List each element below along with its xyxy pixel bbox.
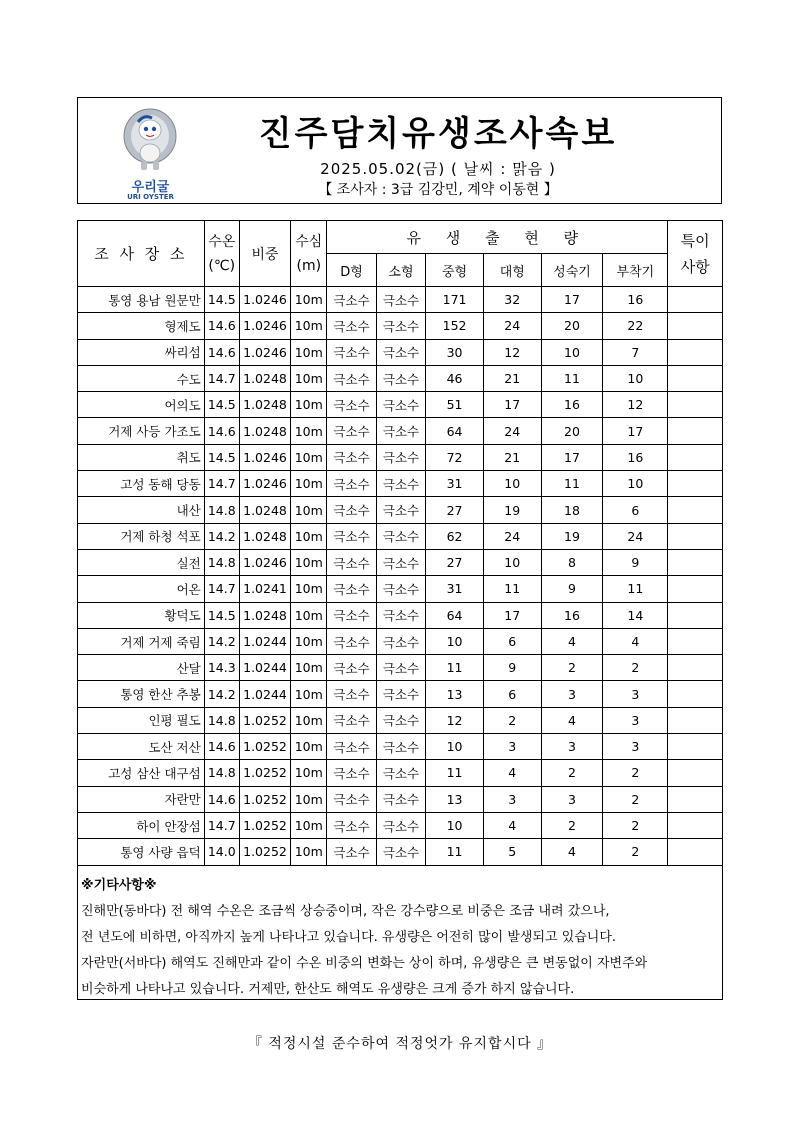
cell-depth: 10m xyxy=(291,497,327,523)
cell-depth: 10m xyxy=(291,418,327,444)
cell-large: 3 xyxy=(483,786,541,812)
cell-small: 극소수 xyxy=(376,602,425,628)
cell-depth: 10m xyxy=(291,287,327,313)
cell-mature: 3 xyxy=(541,734,603,760)
cell-large: 17 xyxy=(483,392,541,418)
cell-large: 21 xyxy=(483,444,541,470)
cell-d-type: 극소수 xyxy=(327,734,376,760)
cell-remarks xyxy=(668,655,723,681)
table-row xyxy=(78,707,723,733)
cell-mature: 4 xyxy=(541,839,603,865)
cell-d-type: 극소수 xyxy=(327,365,376,391)
cell-specific-gravity: 1.0246 xyxy=(239,339,291,365)
cell-large: 12 xyxy=(483,339,541,365)
cell-water-temp: 14.2 xyxy=(204,523,239,549)
cell-d-type: 극소수 xyxy=(327,392,376,418)
cell-specific-gravity: 1.0252 xyxy=(239,707,291,733)
cell-location: 통영 사량 읍덕 xyxy=(78,839,205,865)
report-date-weather: 2025.05.02(금) ( 날씨 : 맑음 ) xyxy=(320,160,556,178)
cell-water-temp: 14.6 xyxy=(204,339,239,365)
cell-water-temp: 14.6 xyxy=(204,313,239,339)
footer-slogan: 『 적정시설 준수하여 적정엇가 유지합시다 』 xyxy=(247,1036,553,1052)
cell-specific-gravity: 1.0244 xyxy=(239,628,291,654)
table-row xyxy=(78,339,723,365)
table-row xyxy=(78,392,723,418)
cell-location: 거제 사등 가조도 xyxy=(78,418,205,444)
cell-mature: 2 xyxy=(541,812,603,838)
cell-medium: 31 xyxy=(426,576,484,602)
cell-specific-gravity: 1.0248 xyxy=(239,602,291,628)
cell-mature: 8 xyxy=(541,549,603,575)
cell-small: 극소수 xyxy=(376,287,425,313)
cell-remarks xyxy=(668,786,723,812)
cell-specific-gravity: 1.0246 xyxy=(239,444,291,470)
cell-large: 3 xyxy=(483,734,541,760)
cell-small: 극소수 xyxy=(376,576,425,602)
cell-location: 산달 xyxy=(78,655,205,681)
cell-depth: 10m xyxy=(291,707,327,733)
cell-d-type: 극소수 xyxy=(327,839,376,865)
cell-medium: 27 xyxy=(426,497,484,523)
cell-specific-gravity: 1.0248 xyxy=(239,392,291,418)
cell-large: 24 xyxy=(483,418,541,444)
cell-mature: 11 xyxy=(541,471,603,497)
table-row xyxy=(78,287,723,313)
cell-small: 극소수 xyxy=(376,392,425,418)
cell-location: 거제 거제 죽림 xyxy=(78,628,205,654)
cell-specific-gravity: 1.0248 xyxy=(239,497,291,523)
cell-water-temp: 14.7 xyxy=(204,576,239,602)
cell-depth: 10m xyxy=(291,628,327,654)
notes-line: 자란만(서바다) 해역도 진해만과 같이 수온 비중의 변화는 상이 하며, 유생량은 큰 변동없이 자변주와 xyxy=(81,956,648,971)
cell-specific-gravity: 1.0248 xyxy=(239,365,291,391)
cell-small: 극소수 xyxy=(376,707,425,733)
cell-settling: 17 xyxy=(603,418,668,444)
cell-medium: 62 xyxy=(426,523,484,549)
cell-medium: 27 xyxy=(426,549,484,575)
table-row xyxy=(78,418,723,444)
header-medium: 중형 xyxy=(426,254,484,287)
cell-location: 하이 안장섬 xyxy=(78,812,205,838)
cell-medium: 152 xyxy=(426,313,484,339)
cell-mature: 3 xyxy=(541,786,603,812)
cell-remarks xyxy=(668,313,723,339)
cell-d-type: 극소수 xyxy=(327,628,376,654)
header-settling: 부착기 xyxy=(603,254,668,287)
cell-remarks xyxy=(668,549,723,575)
cell-remarks xyxy=(668,628,723,654)
cell-settling: 2 xyxy=(603,760,668,786)
cell-medium: 51 xyxy=(426,392,484,418)
cell-d-type: 극소수 xyxy=(327,339,376,365)
cell-specific-gravity: 1.0248 xyxy=(239,523,291,549)
table-row xyxy=(78,681,723,707)
cell-water-temp: 14.3 xyxy=(204,655,239,681)
cell-water-temp: 14.8 xyxy=(204,549,239,575)
cell-water-temp: 14.5 xyxy=(204,602,239,628)
cell-depth: 10m xyxy=(291,549,327,575)
cell-small: 극소수 xyxy=(376,839,425,865)
cell-mature: 20 xyxy=(541,418,603,444)
cell-medium: 13 xyxy=(426,786,484,812)
cell-depth: 10m xyxy=(291,365,327,391)
cell-specific-gravity: 1.0244 xyxy=(239,681,291,707)
notes-title: ※기타사항※ xyxy=(81,878,157,893)
cell-medium: 11 xyxy=(426,839,484,865)
cell-water-temp: 14.5 xyxy=(204,444,239,470)
table-row xyxy=(78,760,723,786)
cell-remarks xyxy=(668,681,723,707)
table-row xyxy=(78,839,723,865)
cell-small: 극소수 xyxy=(376,812,425,838)
cell-water-temp: 14.0 xyxy=(204,839,239,865)
cell-remarks xyxy=(668,707,723,733)
cell-large: 10 xyxy=(483,471,541,497)
cell-depth: 10m xyxy=(291,812,327,838)
cell-location: 실전 xyxy=(78,549,205,575)
cell-remarks xyxy=(668,760,723,786)
logo-english-text: URI OYSTER xyxy=(127,193,174,201)
table-row xyxy=(78,549,723,575)
cell-small: 극소수 xyxy=(376,760,425,786)
cell-medium: 13 xyxy=(426,681,484,707)
cell-remarks xyxy=(668,576,723,602)
cell-d-type: 극소수 xyxy=(327,655,376,681)
cell-water-temp: 14.6 xyxy=(204,786,239,812)
table-row xyxy=(78,786,723,812)
logo-korean-text: 우리굴 xyxy=(131,180,170,195)
table-row xyxy=(78,365,723,391)
cell-medium: 64 xyxy=(426,602,484,628)
cell-remarks xyxy=(668,734,723,760)
cell-settling: 16 xyxy=(603,444,668,470)
cell-settling: 10 xyxy=(603,471,668,497)
cell-settling: 3 xyxy=(603,707,668,733)
cell-depth: 10m xyxy=(291,681,327,707)
cell-large: 6 xyxy=(483,628,541,654)
cell-settling: 24 xyxy=(603,523,668,549)
cell-location: 고성 동해 당동 xyxy=(78,471,205,497)
cell-location: 황덕도 xyxy=(78,602,205,628)
cell-settling: 14 xyxy=(603,602,668,628)
notes-line: 비슷하게 나타나고 있습니다. 거제만, 한산도 해역도 유생량은 크게 증가 하지 않습니다. xyxy=(81,982,575,997)
uri-oyster-logo xyxy=(108,106,193,201)
table-row xyxy=(78,444,723,470)
cell-specific-gravity: 1.0252 xyxy=(239,786,291,812)
cell-large: 6 xyxy=(483,681,541,707)
header-depth: 수심 (m) xyxy=(291,221,327,287)
cell-specific-gravity: 1.0246 xyxy=(239,287,291,313)
header-large: 대형 xyxy=(483,254,541,287)
cell-d-type: 극소수 xyxy=(327,287,376,313)
header-remarks: 특이 사항 xyxy=(668,221,723,287)
cell-depth: 10m xyxy=(291,471,327,497)
cell-d-type: 극소수 xyxy=(327,523,376,549)
cell-small: 극소수 xyxy=(376,786,425,812)
cell-water-temp: 14.5 xyxy=(204,287,239,313)
cell-d-type: 극소수 xyxy=(327,313,376,339)
cell-depth: 10m xyxy=(291,392,327,418)
cell-settling: 12 xyxy=(603,392,668,418)
cell-medium: 64 xyxy=(426,418,484,444)
cell-medium: 46 xyxy=(426,365,484,391)
cell-location: 어온 xyxy=(78,576,205,602)
cell-mature: 4 xyxy=(541,707,603,733)
cell-settling: 2 xyxy=(603,655,668,681)
cell-large: 10 xyxy=(483,549,541,575)
cell-large: 24 xyxy=(483,313,541,339)
cell-settling: 7 xyxy=(603,339,668,365)
cell-mature: 16 xyxy=(541,392,603,418)
header-mature: 성숙기 xyxy=(541,254,603,287)
cell-medium: 72 xyxy=(426,444,484,470)
cell-small: 극소수 xyxy=(376,523,425,549)
cell-d-type: 극소수 xyxy=(327,549,376,575)
notes-line: 진해만(동바다) 전 해역 수온은 조금씩 상승중이며, 작은 강수량으로 비중은 조금 내려 갔으나, xyxy=(81,904,610,919)
table-row xyxy=(78,602,723,628)
cell-remarks xyxy=(668,523,723,549)
cell-remarks xyxy=(668,287,723,313)
cell-water-temp: 14.2 xyxy=(204,681,239,707)
table-row xyxy=(78,655,723,681)
cell-small: 극소수 xyxy=(376,655,425,681)
cell-specific-gravity: 1.0246 xyxy=(239,313,291,339)
cell-specific-gravity: 1.0248 xyxy=(239,418,291,444)
cell-location: 통영 용남 원문만 xyxy=(78,287,205,313)
header-water-temp: 수온 (℃) xyxy=(204,221,239,287)
cell-specific-gravity: 1.0252 xyxy=(239,839,291,865)
cell-settling: 2 xyxy=(603,786,668,812)
table-row xyxy=(78,734,723,760)
cell-mature: 2 xyxy=(541,655,603,681)
cell-water-temp: 14.7 xyxy=(204,365,239,391)
cell-large: 5 xyxy=(483,839,541,865)
cell-depth: 10m xyxy=(291,760,327,786)
cell-location: 형제도 xyxy=(78,313,205,339)
cell-small: 극소수 xyxy=(376,365,425,391)
cell-small: 극소수 xyxy=(376,681,425,707)
cell-small: 극소수 xyxy=(376,628,425,654)
cell-small: 극소수 xyxy=(376,313,425,339)
cell-settling: 2 xyxy=(603,839,668,865)
cell-d-type: 극소수 xyxy=(327,444,376,470)
table-row xyxy=(78,523,723,549)
cell-water-temp: 14.5 xyxy=(204,392,239,418)
cell-settling: 11 xyxy=(603,576,668,602)
cell-medium: 30 xyxy=(426,339,484,365)
cell-depth: 10m xyxy=(291,786,327,812)
cell-mature: 3 xyxy=(541,681,603,707)
cell-d-type: 극소수 xyxy=(327,471,376,497)
cell-settling: 4 xyxy=(603,628,668,654)
cell-small: 극소수 xyxy=(376,549,425,575)
cell-mature: 4 xyxy=(541,628,603,654)
cell-water-temp: 14.2 xyxy=(204,628,239,654)
cell-location: 인평 필도 xyxy=(78,707,205,733)
cell-d-type: 극소수 xyxy=(327,497,376,523)
header-specific-gravity: 비중 xyxy=(239,221,291,287)
cell-d-type: 극소수 xyxy=(327,576,376,602)
cell-medium: 10 xyxy=(426,628,484,654)
cell-large: 9 xyxy=(483,655,541,681)
cell-location: 취도 xyxy=(78,444,205,470)
cell-specific-gravity: 1.0252 xyxy=(239,734,291,760)
cell-depth: 10m xyxy=(291,444,327,470)
cell-water-temp: 14.7 xyxy=(204,812,239,838)
cell-settling: 22 xyxy=(603,313,668,339)
cell-water-temp: 14.7 xyxy=(204,471,239,497)
cell-medium: 11 xyxy=(426,760,484,786)
cell-mature: 18 xyxy=(541,497,603,523)
cell-mature: 17 xyxy=(541,287,603,313)
cell-large: 21 xyxy=(483,365,541,391)
cell-mature: 11 xyxy=(541,365,603,391)
cell-small: 극소수 xyxy=(376,497,425,523)
cell-water-temp: 14.6 xyxy=(204,734,239,760)
cell-large: 11 xyxy=(483,576,541,602)
cell-large: 2 xyxy=(483,707,541,733)
cell-d-type: 극소수 xyxy=(327,707,376,733)
cell-d-type: 극소수 xyxy=(327,812,376,838)
header-small: 소형 xyxy=(376,254,425,287)
table-row xyxy=(78,313,723,339)
cell-specific-gravity: 1.0252 xyxy=(239,760,291,786)
cell-small: 극소수 xyxy=(376,339,425,365)
cell-d-type: 극소수 xyxy=(327,786,376,812)
cell-specific-gravity: 1.0246 xyxy=(239,549,291,575)
cell-water-temp: 14.6 xyxy=(204,418,239,444)
table-row xyxy=(78,812,723,838)
header-larvae-group: 유 생 출 현 량 xyxy=(327,221,668,254)
cell-depth: 10m xyxy=(291,523,327,549)
cell-depth: 10m xyxy=(291,576,327,602)
notes-line: 전 년도에 비하면, 아직까지 높게 나타나고 있습니다. 유생량은 어전히 많이 발생되고 있습니다. xyxy=(81,930,617,945)
cell-remarks xyxy=(668,497,723,523)
cell-remarks xyxy=(668,392,723,418)
cell-small: 극소수 xyxy=(376,734,425,760)
cell-settling: 2 xyxy=(603,812,668,838)
cell-d-type: 극소수 xyxy=(327,760,376,786)
cell-large: 4 xyxy=(483,812,541,838)
cell-large: 32 xyxy=(483,287,541,313)
cell-location: 어의도 xyxy=(78,392,205,418)
cell-mature: 19 xyxy=(541,523,603,549)
cell-mature: 9 xyxy=(541,576,603,602)
cell-location: 통영 한산 추봉 xyxy=(78,681,205,707)
cell-settling: 6 xyxy=(603,497,668,523)
cell-medium: 10 xyxy=(426,734,484,760)
cell-specific-gravity: 1.0241 xyxy=(239,576,291,602)
cell-medium: 171 xyxy=(426,287,484,313)
cell-water-temp: 14.8 xyxy=(204,707,239,733)
table-row xyxy=(78,576,723,602)
cell-settling: 3 xyxy=(603,734,668,760)
cell-remarks xyxy=(668,418,723,444)
cell-location: 거제 하청 석포 xyxy=(78,523,205,549)
cell-medium: 10 xyxy=(426,812,484,838)
cell-settling: 9 xyxy=(603,549,668,575)
cell-location: 고성 삼산 대구섬 xyxy=(78,760,205,786)
cell-mature: 2 xyxy=(541,760,603,786)
cell-water-temp: 14.8 xyxy=(204,760,239,786)
cell-location: 내산 xyxy=(78,497,205,523)
cell-depth: 10m xyxy=(291,839,327,865)
report-title: 진주담치유생조사속보 xyxy=(258,114,618,154)
cell-location: 수도 xyxy=(78,365,205,391)
table-body xyxy=(78,287,723,866)
cell-depth: 10m xyxy=(291,313,327,339)
cell-water-temp: 14.8 xyxy=(204,497,239,523)
cell-mature: 17 xyxy=(541,444,603,470)
cell-location: 싸리섬 xyxy=(78,339,205,365)
cell-depth: 10m xyxy=(291,339,327,365)
cell-d-type: 극소수 xyxy=(327,681,376,707)
cell-medium: 12 xyxy=(426,707,484,733)
cell-small: 극소수 xyxy=(376,444,425,470)
cell-settling: 16 xyxy=(603,287,668,313)
report-header xyxy=(77,97,722,204)
cell-mature: 16 xyxy=(541,602,603,628)
cell-location: 도산 저산 xyxy=(78,734,205,760)
cell-specific-gravity: 1.0246 xyxy=(239,471,291,497)
cell-medium: 31 xyxy=(426,471,484,497)
cell-remarks xyxy=(668,339,723,365)
cell-small: 극소수 xyxy=(376,471,425,497)
cell-depth: 10m xyxy=(291,734,327,760)
cell-remarks xyxy=(668,471,723,497)
cell-mature: 20 xyxy=(541,313,603,339)
cell-settling: 3 xyxy=(603,681,668,707)
cell-remarks xyxy=(668,812,723,838)
header-location: 조 사 장 소 xyxy=(78,221,205,287)
cell-large: 17 xyxy=(483,602,541,628)
cell-remarks xyxy=(668,839,723,865)
cell-medium: 11 xyxy=(426,655,484,681)
cell-depth: 10m xyxy=(291,602,327,628)
table-row xyxy=(78,497,723,523)
header-d-type: D형 xyxy=(327,254,376,287)
cell-d-type: 극소수 xyxy=(327,418,376,444)
report-investigators: 【 조사자 : 3급 김강민, 계약 이동현 】 xyxy=(318,182,558,198)
notes-section xyxy=(77,873,723,1000)
cell-remarks xyxy=(668,444,723,470)
cell-large: 24 xyxy=(483,523,541,549)
cell-small: 극소수 xyxy=(376,418,425,444)
cell-location: 자란만 xyxy=(78,786,205,812)
cell-specific-gravity: 1.0244 xyxy=(239,655,291,681)
table-row xyxy=(78,471,723,497)
cell-mature: 10 xyxy=(541,339,603,365)
cell-d-type: 극소수 xyxy=(327,602,376,628)
larvae-survey-table xyxy=(77,220,723,866)
cell-specific-gravity: 1.0252 xyxy=(239,812,291,838)
cell-large: 4 xyxy=(483,760,541,786)
table-row xyxy=(78,628,723,654)
cell-remarks xyxy=(668,602,723,628)
cell-remarks xyxy=(668,365,723,391)
cell-depth: 10m xyxy=(291,655,327,681)
cell-large: 19 xyxy=(483,497,541,523)
oyster-mascot-icon xyxy=(108,106,193,176)
cell-settling: 10 xyxy=(603,365,668,391)
